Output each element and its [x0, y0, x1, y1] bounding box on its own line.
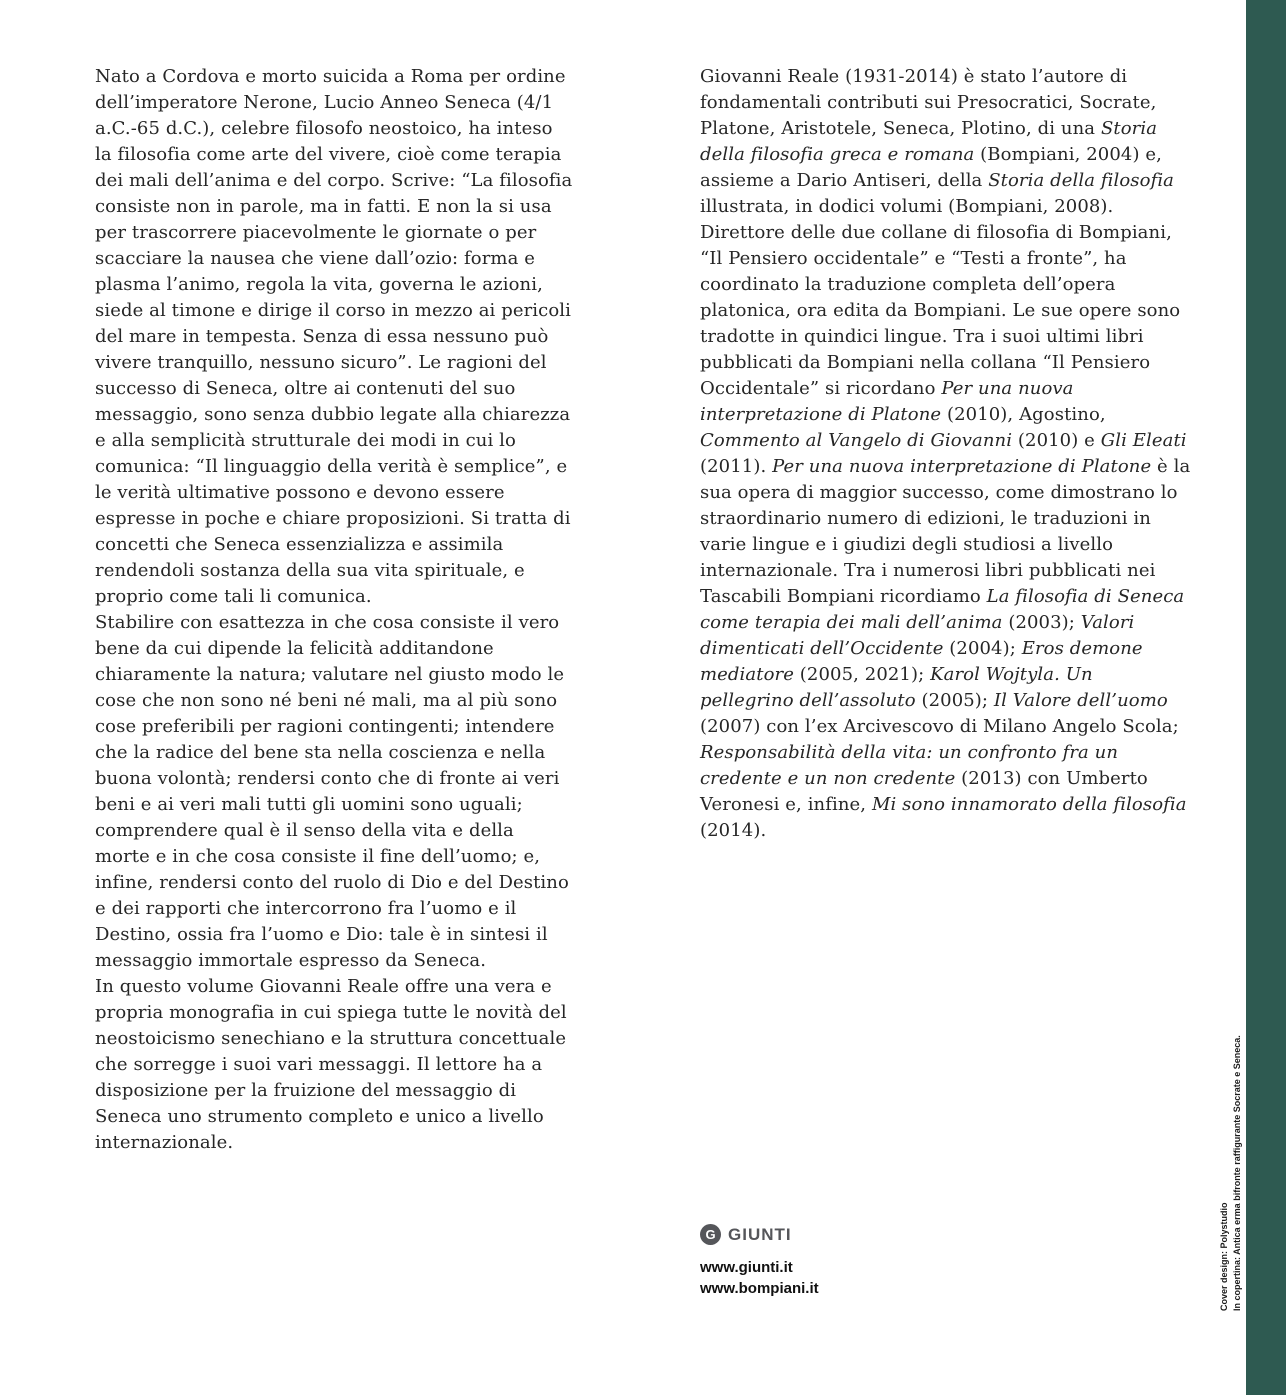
cover-credit [1218, 959, 1244, 1311]
paragraph-volume-description: In questo volume Giovanni Reale offre una vera e propria monografia in cui spiega tutte le novità del neostoicismo senechiano e la struttura concettuale che sorregge i suoi vari messaggi. Il lettore ha a disposizione per la fruizione del messaggio di Seneca uno strumento completo e unico a livello internazionale. [95, 976, 567, 1153]
paragraph-seneca-intro: Nato a Cordova e morto suicida a Roma per ordine dell’imperatore Nerone, Lucio Anneo Seneca (4/1 a.C.-65 d.C.), celebre filosofo neostoico, ha inteso la filosofia come arte del vivere, cioè come terapia dei mali dell’anima e del corpo. Scrive: “La filosofia consiste non in parole, ma in fatti. E non la si usa per trascorrere piacevolmente le giornate o per scacciare la nausea che viene dall’ozio: forma e plasma l’animo, regola la vita, governa le azioni, siede al timone e dirige il corso in mezzo ai pericoli del mare in tempesta. Senza di essa nessuno può vivere tranquillo, nessuno sicuro”. Le ragioni del successo di Seneca, oltre ai contenuti del suo messaggio, sono senza dubbio legate alla chiarezza e alla semplicità strutturale dei modi in cui lo comunica: “Il linguaggio della verità è semplice”, e le verità ultimative possono e devono essere espresse in poche e chiare proposizioni. Si tratta di concetti che Seneca essenzializza e assimila rendendoli sostanza della sua vita spirituale, e proprio come tali li comunica. [95, 66, 573, 607]
publisher-block [700, 1224, 819, 1299]
giunti-logo [700, 1224, 819, 1245]
cover-credit-line1: In copertina: Antica erma bifronte raffigurante Socrate e Seneca. [1232, 1035, 1242, 1311]
publisher-url-giunti: www.giunti.it [700, 1259, 793, 1276]
paragraph-seneca-message: Stabilire con esattezza in che cosa consiste il vero bene da cui dipende la felicità additandone chiaramente la natura; valutare nel giusto modo le cose che non sono né beni né mali, ma al più sono cose preferibili per ragioni contingenti; intendere che la radice del bene sta nella coscienza e nella buona volontà; rendersi conto che di fronte ai veri beni e ai veri mali tutti gli uomini sono uguali; comprendere qual è il senso della vita e della morte e in che cosa consiste il fine dell’uomo; e, infine, rendersi conto del ruolo di Dio e del Destino e dei rapporti che intercorrono fra l’uomo e il Destino, ossia fra l’uomo e Dio: tale è in sintesi il messaggio immortale espresso da Seneca. [95, 612, 569, 971]
giunti-logo-icon: G [700, 1224, 721, 1245]
giunti-logo-label: GIUNTI [728, 1224, 792, 1244]
right-column [700, 64, 1192, 844]
paragraph-author-bio: Giovanni Reale (1931-2014) è stato l’autore di fondamentali contributi sui Presocratici, Socrate, Platone, Aristotele, Seneca, Plotino, di una Storia della filosofia greca e romana (Bompiani, 2004) e, assieme a Dario Antiseri, della Storia della filosofia illustrata, in dodici volumi (Bompiani, 2008). Direttore delle due collane di filosofia di Bompiani, “Il Pensiero occidentale” e “Testi a fronte”, ha coordinato la traduzione completa dell’opera platonica, ora edita da Bompiani. Le sue opere sono tradotte in quindici lingue. Tra i suoi ultimi libri pubblicati da Bompiani nella collana “Il Pensiero Occidentale” si ricordano Per una nuova interpretazione di Platone (2010), Agostino, Commento al Vangelo di Giovanni (2010) e Gli Eleati (2011). Per una nuova interpretazione di Platone è la sua opera di maggior successo, come dimostrano lo straordinario numero di edizioni, le traduzioni in varie lingue e i giudizi degli studiosi a livello internazionale. Tra i numerosi libri pubblicati nei Tascabili Bompiani ricordiamo La filosofia di Seneca come terapia dei mali dell’anima (2003); Valori dimenticati dell’Occidente (2004); Eros demone mediatore (2005, 2021); Karol Wojtyla. Un pellegrino dell’assoluto (2005); Il Valore dell’uomo (2007) con l’ex Arcivescovo di Milano Angelo Scola; Responsabilità della vita: un confronto fra un credente e un non credente (2013) con Umberto Veronesi e, infine, Mi sono innamorato della filosofia (2014). [700, 66, 1191, 841]
cover-credit-line2: Cover design: Polystudio [1219, 1202, 1229, 1311]
spine-color-bar [1246, 0, 1286, 1395]
publisher-url-bompiani: www.bompiani.it [700, 1280, 819, 1297]
left-column [95, 64, 573, 1156]
